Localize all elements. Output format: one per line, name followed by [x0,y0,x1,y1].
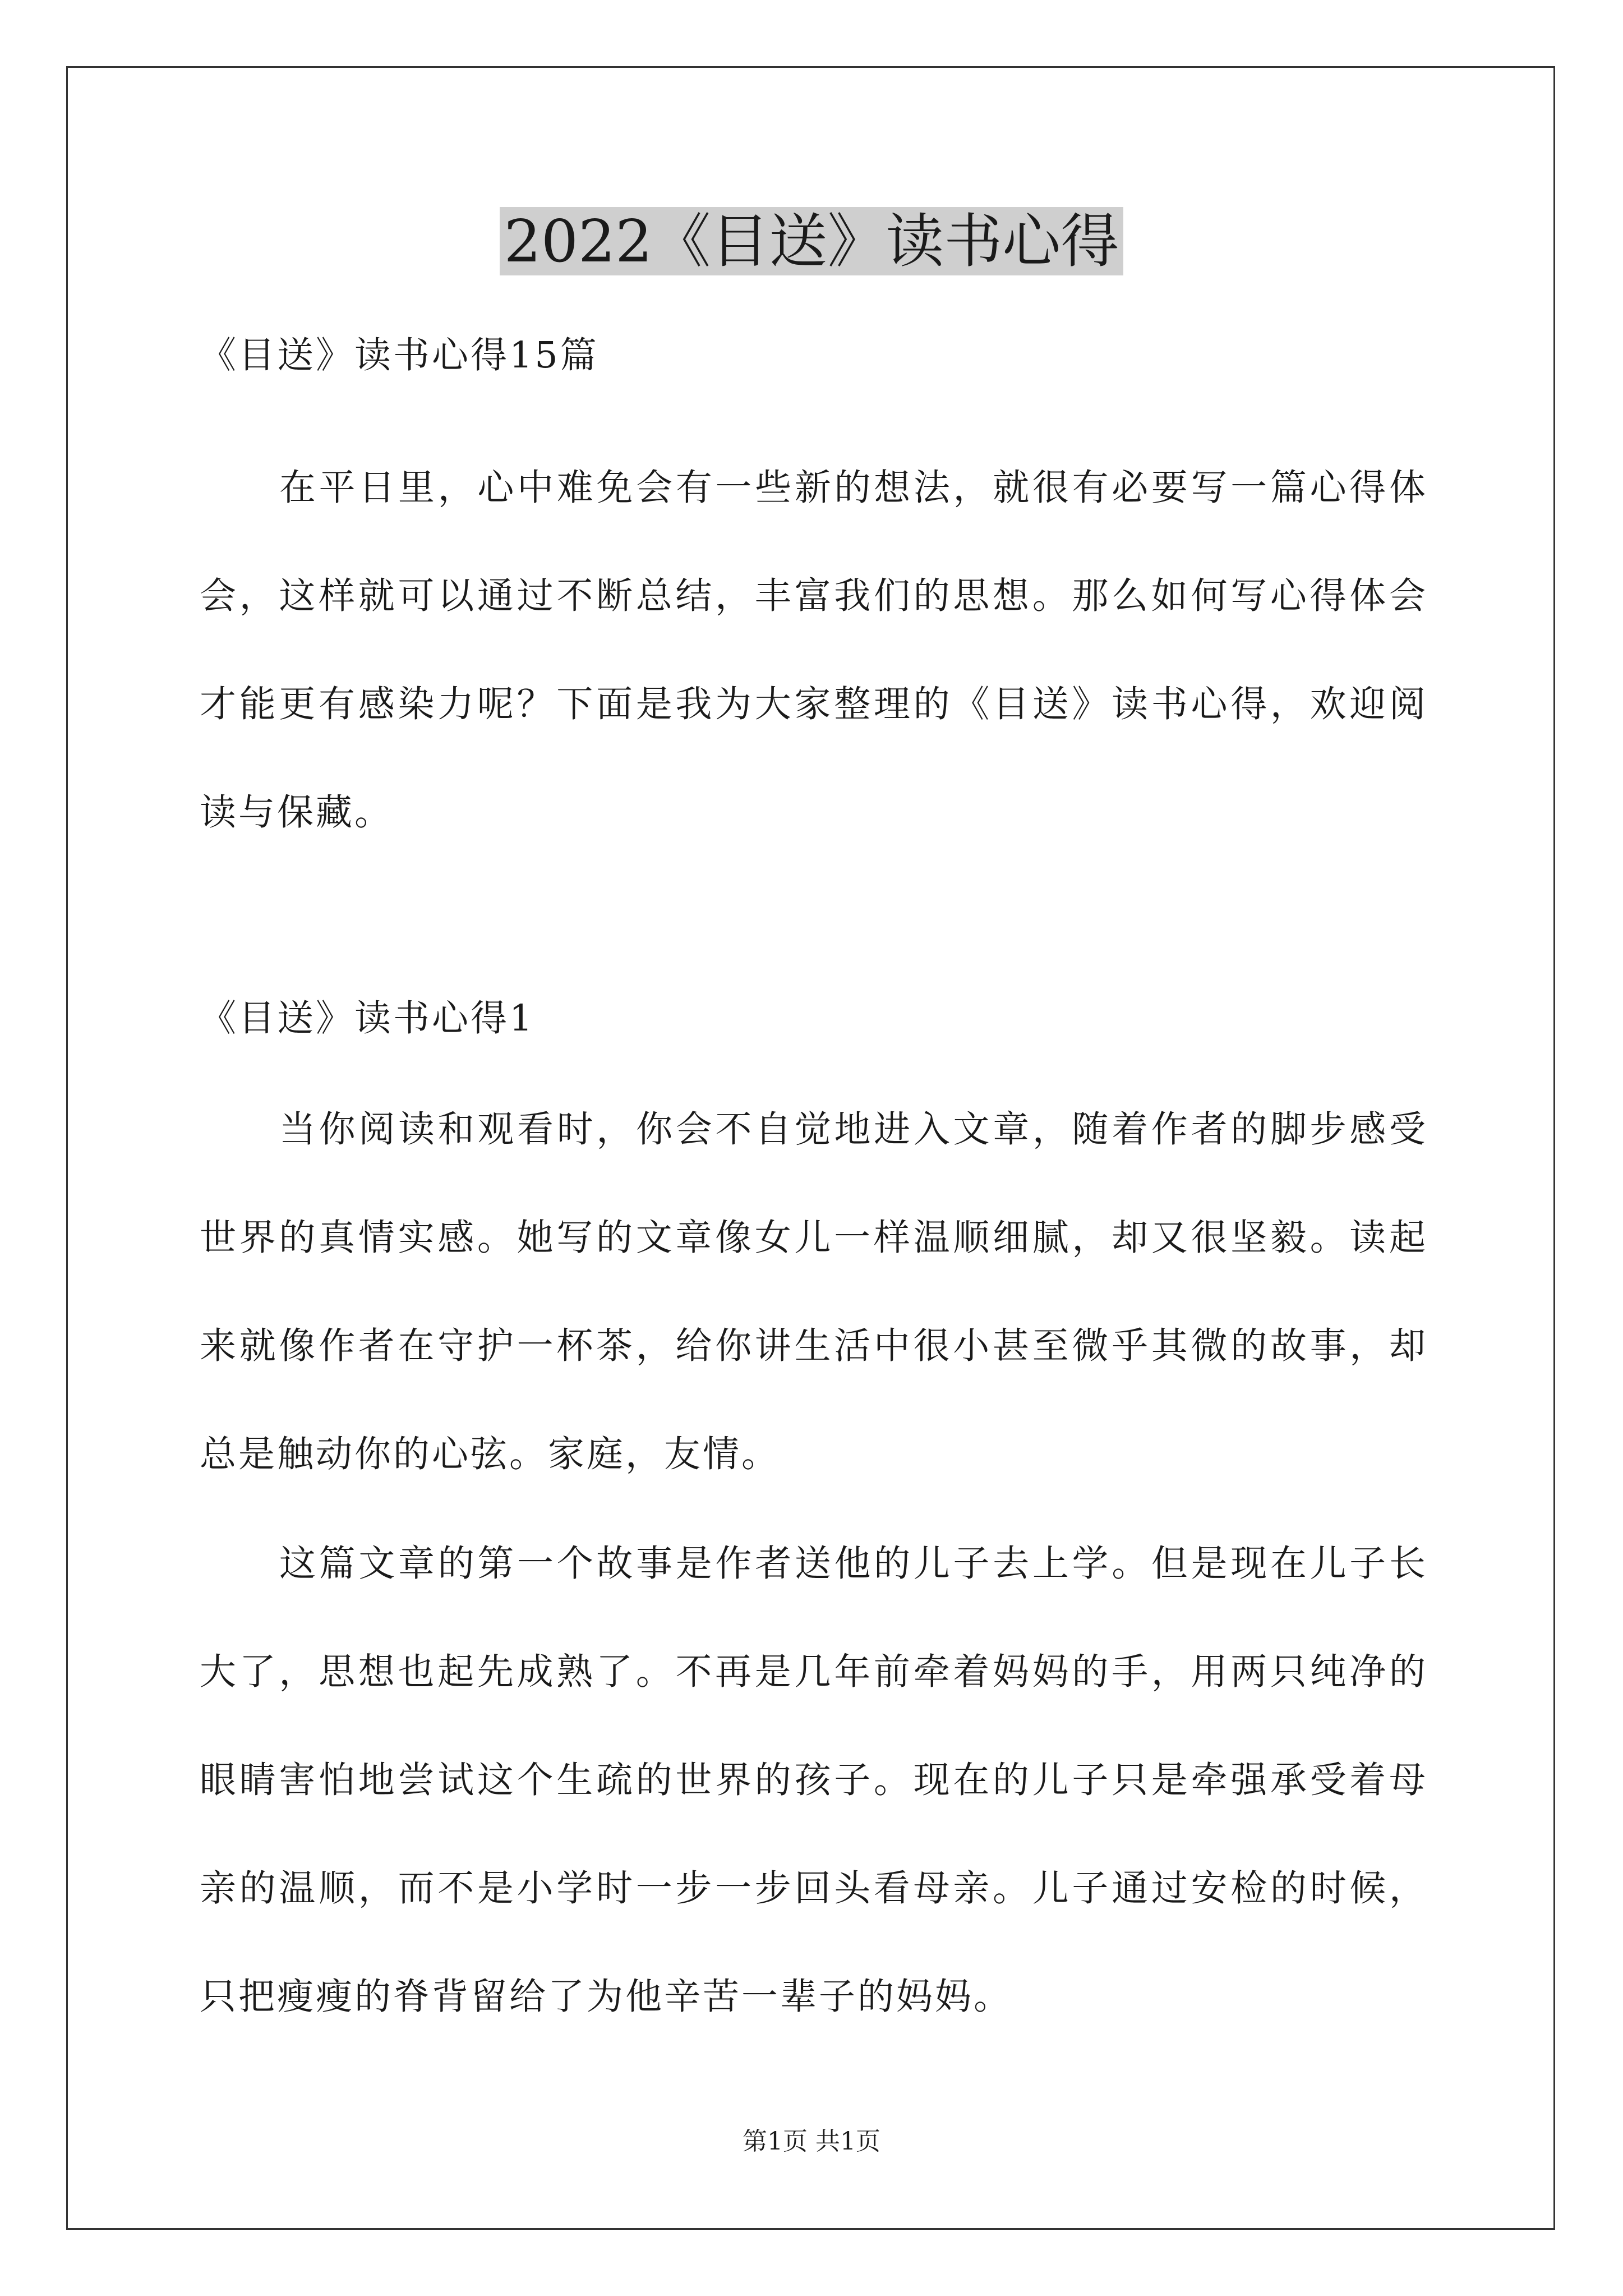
body-paragraph-2: 这篇文章的第一个故事是作者送他的儿子去上学。但是现在儿子长大了，思想也起先成熟了。不再是几年前牵着妈妈的手，用两只纯净的眼睛害怕地尝试这个生疏的世界的孩子。现在的儿子只是牵强承受着母亲的温顺，而不是小学时一步一步回头看母亲。儿子通过安检的时候，只把瘦瘦的脊背留给了为他辛苦一辈子的妈妈。 [200,1543,1428,2018]
intro-paragraph: 在平日里，心中难免会有一些新的想法，就很有必要写一篇心得体会，这样就可以通过不断总结，丰富我们的思想。那么如何写心得体会才能更有感染力呢？下面是我为大家整理的《目送》读书心得，欢迎阅读与保藏。 [200,467,1428,834]
document-subtitle: 《目送》读书心得15篇 [200,334,599,376]
body-paragraph-1: 当你阅读和观看时，你会不自觉地进入文章，随着作者的脚步感受世界的真情实感。她写的文章像女儿一样温顺细腻，却又很坚毅。读起来就像作者在守护一杯茶，给你讲生活中很小甚至微乎其微的故事，却总是触动你的心弦。家庭，友情。 [200,1108,1428,1475]
section-heading: 《目送》读书心得1 [200,997,535,1039]
document-title: 2022《目送》读书心得 [0,199,1623,283]
page-footer: 第1页 共1页 [743,2127,880,2156]
